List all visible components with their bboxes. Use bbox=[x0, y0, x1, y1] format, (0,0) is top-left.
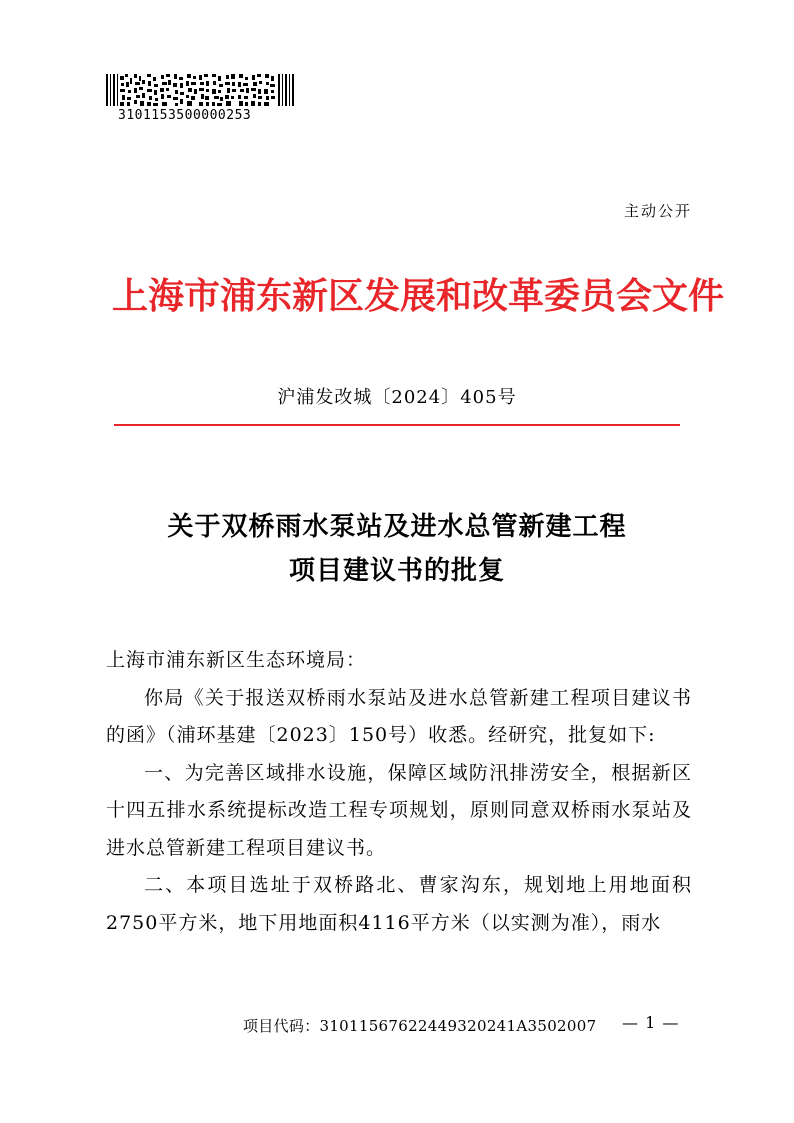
red-divider bbox=[114, 424, 680, 426]
issuer-letterhead: 上海市浦东新区发展和改革委员会文件 bbox=[112, 275, 725, 317]
barcode-number: 3101153500000253 bbox=[118, 108, 252, 123]
document-barcode bbox=[106, 74, 294, 106]
paragraph-1: 你局《关于报送双桥雨水泵站及进水总管新建工程项目建议书的函》（浦环基建〔2023〕150号）收悉。经研究，批复如下: bbox=[106, 686, 692, 746]
disclosure-label: 主动公开 bbox=[623, 202, 692, 220]
document-title bbox=[0, 505, 794, 593]
document-body bbox=[106, 642, 692, 942]
paragraph-2: 一、为完善区域排水设施，保障区域防汛排涝安全，根据新区十四五排水系统提标改造工程专项规划，原则同意双桥雨水泵站及进水总管新建工程项目建议书。 bbox=[106, 761, 692, 859]
project-code: 项目代码：3101156762244932024​1A3502007 bbox=[243, 1017, 597, 1035]
paragraph-3: 二、本项目选址于双桥路北、曹家沟东，规划地上用地面积2750平方米，地下用地面积4116平方米（以实测为准），雨水 bbox=[106, 874, 692, 934]
title-line-2: 项目建议书的批复 bbox=[288, 556, 505, 586]
document-number: 沪浦发改城〔2024〕405号 bbox=[277, 387, 517, 408]
title-line-1: 关于双桥雨水泵站及进水总管新建工程 bbox=[167, 512, 627, 542]
salutation: 上海市浦东新区生态环境局： bbox=[106, 649, 367, 671]
page-number: — 1 — bbox=[622, 1013, 680, 1032]
